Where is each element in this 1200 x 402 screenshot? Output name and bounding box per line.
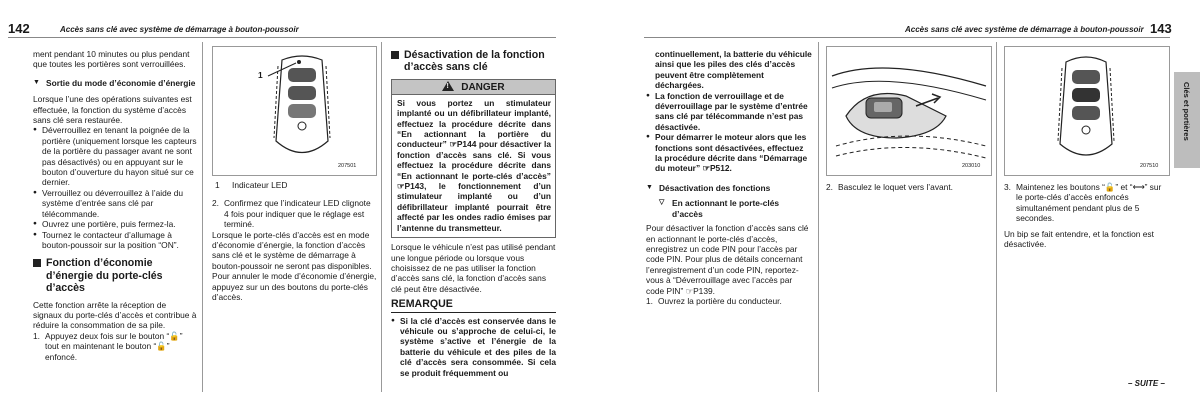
remarque-bullet: ● Si la clé d’accès est conservée dans le véhicule ou s’approche de celui-ci, le système s’active et l’énergie de la batterie du véhicule et des piles de la clé d’accès sera consommée. Si cela se produit fréquemment ou [391, 316, 556, 378]
figure-code: 207510 [1140, 163, 1159, 169]
sub-heading-disable: ▼ Désactivation des fonctions [646, 182, 771, 193]
step-2: 2. Basculez le loquet vers l’avant. [826, 182, 953, 192]
step-2: 2. Confirmez que l’indicateur LED clignote 4 fois pour indiquer que le réglage est terminé. [212, 198, 371, 230]
left-col-divider-1 [202, 42, 203, 392]
danger-box [391, 79, 556, 238]
heading-eco-function: Fonction d’économie d’énergie du porte-clés d’accès [33, 257, 197, 294]
danger-text: Si vous portez un stimulateur implanté ou un défibrillateur implanté, effectuez la procédure décrite dans “En actionnant la portière du conducteur” ☞P144 pour désactiver la fonction d’accès sans clé. Si vous effectuez la procédure décrite dans “En actionnant le porte-clés d’accès” ☞P143, le fonctionnement d’un stimulateur implanté ou d’un défibrillateur implanté pourrait être affecté par les ondes radio émises par l’antenne du transmetteur. [397, 97, 551, 233]
heading-disable-keyless: Désactivation de la fonction d’accès sans clé [391, 49, 556, 74]
triangle-down-icon: ▼ [646, 183, 653, 191]
left-header-rule [8, 37, 556, 38]
left-running-head: Accès sans clé avec système de démarrage à bouton-poussoir [60, 25, 299, 34]
step-1: 1. Ouvrez la portière du conducteur. [646, 295, 782, 306]
figure-code: 203010 [962, 163, 981, 169]
right-page-number: 143 [1150, 21, 1172, 36]
left-col1 [33, 49, 197, 362]
bullet-item: ● Déverrouillez en tenant la poignée de la portière (uniquement lorsque les capteurs de la portière du passager avant ne sont pas désactivés) ou en appuyant sur le bouton d’ouverture du hayon situé sur ce dernier. [33, 125, 197, 187]
remarque-bullet: ● La fonction de verrouillage et de déverrouillage par le système d’entrée sans clé par télécommande n’est pas désactivée. [646, 91, 812, 133]
left-col-divider-2 [381, 42, 382, 392]
cancel-eco-note: Pour annuler le mode d’économie d’énergie, appuyez sur un des boutons du porte-clés d’accès. [212, 271, 377, 303]
right-col-divider-1 [818, 42, 819, 392]
right-header-rule [644, 37, 1170, 38]
bullet-item: ● Ouvrez une portière, puis fermez-la. [33, 219, 197, 229]
side-tab [1174, 72, 1200, 168]
beep-note: Un bip se fait entendre, et la fonction est désactivée. [1004, 228, 1154, 250]
continued-text: ment pendant 10 minutes ou plus pendant que toutes les portières sont verrouillées. [33, 49, 190, 70]
right-col-divider-2 [996, 42, 997, 392]
danger-header: ! DANGER [392, 80, 555, 95]
subsub-heading-fob: ▽ En actionnant le porte-clés d’accès [659, 198, 780, 219]
key-fob-figure-led [212, 46, 377, 176]
figure-code: 207501 [338, 163, 357, 169]
remarque-continued: continuellement, la batterie du véhicule ainsi que les piles des clés d’accès peuvent être complètement déchargées. [655, 49, 812, 91]
bullet-item: ● Verrouillez ou déverrouillez à l’aide du système d’entrée sans clé par télécommande. [33, 188, 197, 219]
exit-eco-body: Lorsque l’une des opérations suivantes est effectuée, la fonction du système d’accès sans clé sera restaurée. [33, 94, 192, 126]
left-page-number: 142 [8, 21, 30, 36]
suite-marker: – SUITE – [1128, 379, 1165, 388]
figure-caption: 1 Indicateur LED [215, 180, 288, 190]
remarque-bullet: ● Pour démarrer le moteur alors que les fonctions sont désactivées, effectuez la procédure décrite dans “Démarrage du moteur” ☞P512. [646, 132, 812, 174]
square-bullet-icon [33, 259, 41, 267]
eco-mode-note: Lorsque le porte-clés d’accès est en mode d’économie d’énergie, la fonction d’accès sans clé et le système de démarrage à bouton-poussoir ne seront pas disponibles. [212, 229, 372, 271]
disable-body: Lorsque le véhicule n’est pas utilisé pendant une longue période ou lorsque vous choisissez de ne pas utiliser la fonction d’accès sans clé, la fonction d’accès sans clé peut être désactivée. [391, 242, 556, 294]
triangle-outline-icon: ▽ [659, 199, 665, 207]
right-col3 [1004, 182, 1170, 249]
step-1: 1. Appuyez deux fois sur le bouton “🔓” tout en maintenant le bouton “🔓” enfoncé. [33, 330, 183, 362]
eco-function-body: Cette fonction arrête la réception de signaux du porte-clés d’accès et contribue à réduire la consommation de sa pile. [33, 299, 197, 331]
figure-callout-number: 1 [258, 70, 263, 80]
bullet-item: ● Tournez le contacteur d’allumage à bouton-poussoir sur la position “ON”. [33, 230, 197, 251]
right-running-head: Accès sans clé avec système de démarrage à bouton-poussoir [905, 25, 1144, 34]
right-col2 [826, 182, 992, 192]
left-col2 [212, 180, 377, 302]
warning-triangle-icon: ! [442, 81, 454, 91]
step-3: 3. Maintenez les boutons “🔓” et “⟷” sur le porte-clés d’accès enfoncés simultanément pendant plus de 5 secondes. [1004, 182, 1162, 224]
side-tab-label: Clés et portières [1182, 82, 1191, 141]
square-bullet-icon [391, 51, 399, 59]
fob-body: Pour désactiver la fonction d’accès sans clé en actionnant le porte-clés d’accès, enregistrez un code PIN pour l’accès par code PIN. Pour plus de détails concernant l’enregistrement d’un code PIN, reportez-vous à “Déverrouillage avec l’accès par code PIN” ☞P139. [646, 223, 809, 296]
right-col1 [646, 49, 812, 306]
door-latch-figure [826, 46, 992, 176]
sub-heading-exit-eco: ▼ Sortie du mode d’économie d’énergie [33, 77, 196, 88]
remarque-heading: REMARQUE [391, 298, 453, 311]
key-fob-figure-buttons [1004, 46, 1170, 176]
left-col3 [391, 49, 556, 378]
triangle-down-icon: ▼ [33, 78, 40, 86]
remarque-rule [391, 312, 556, 313]
